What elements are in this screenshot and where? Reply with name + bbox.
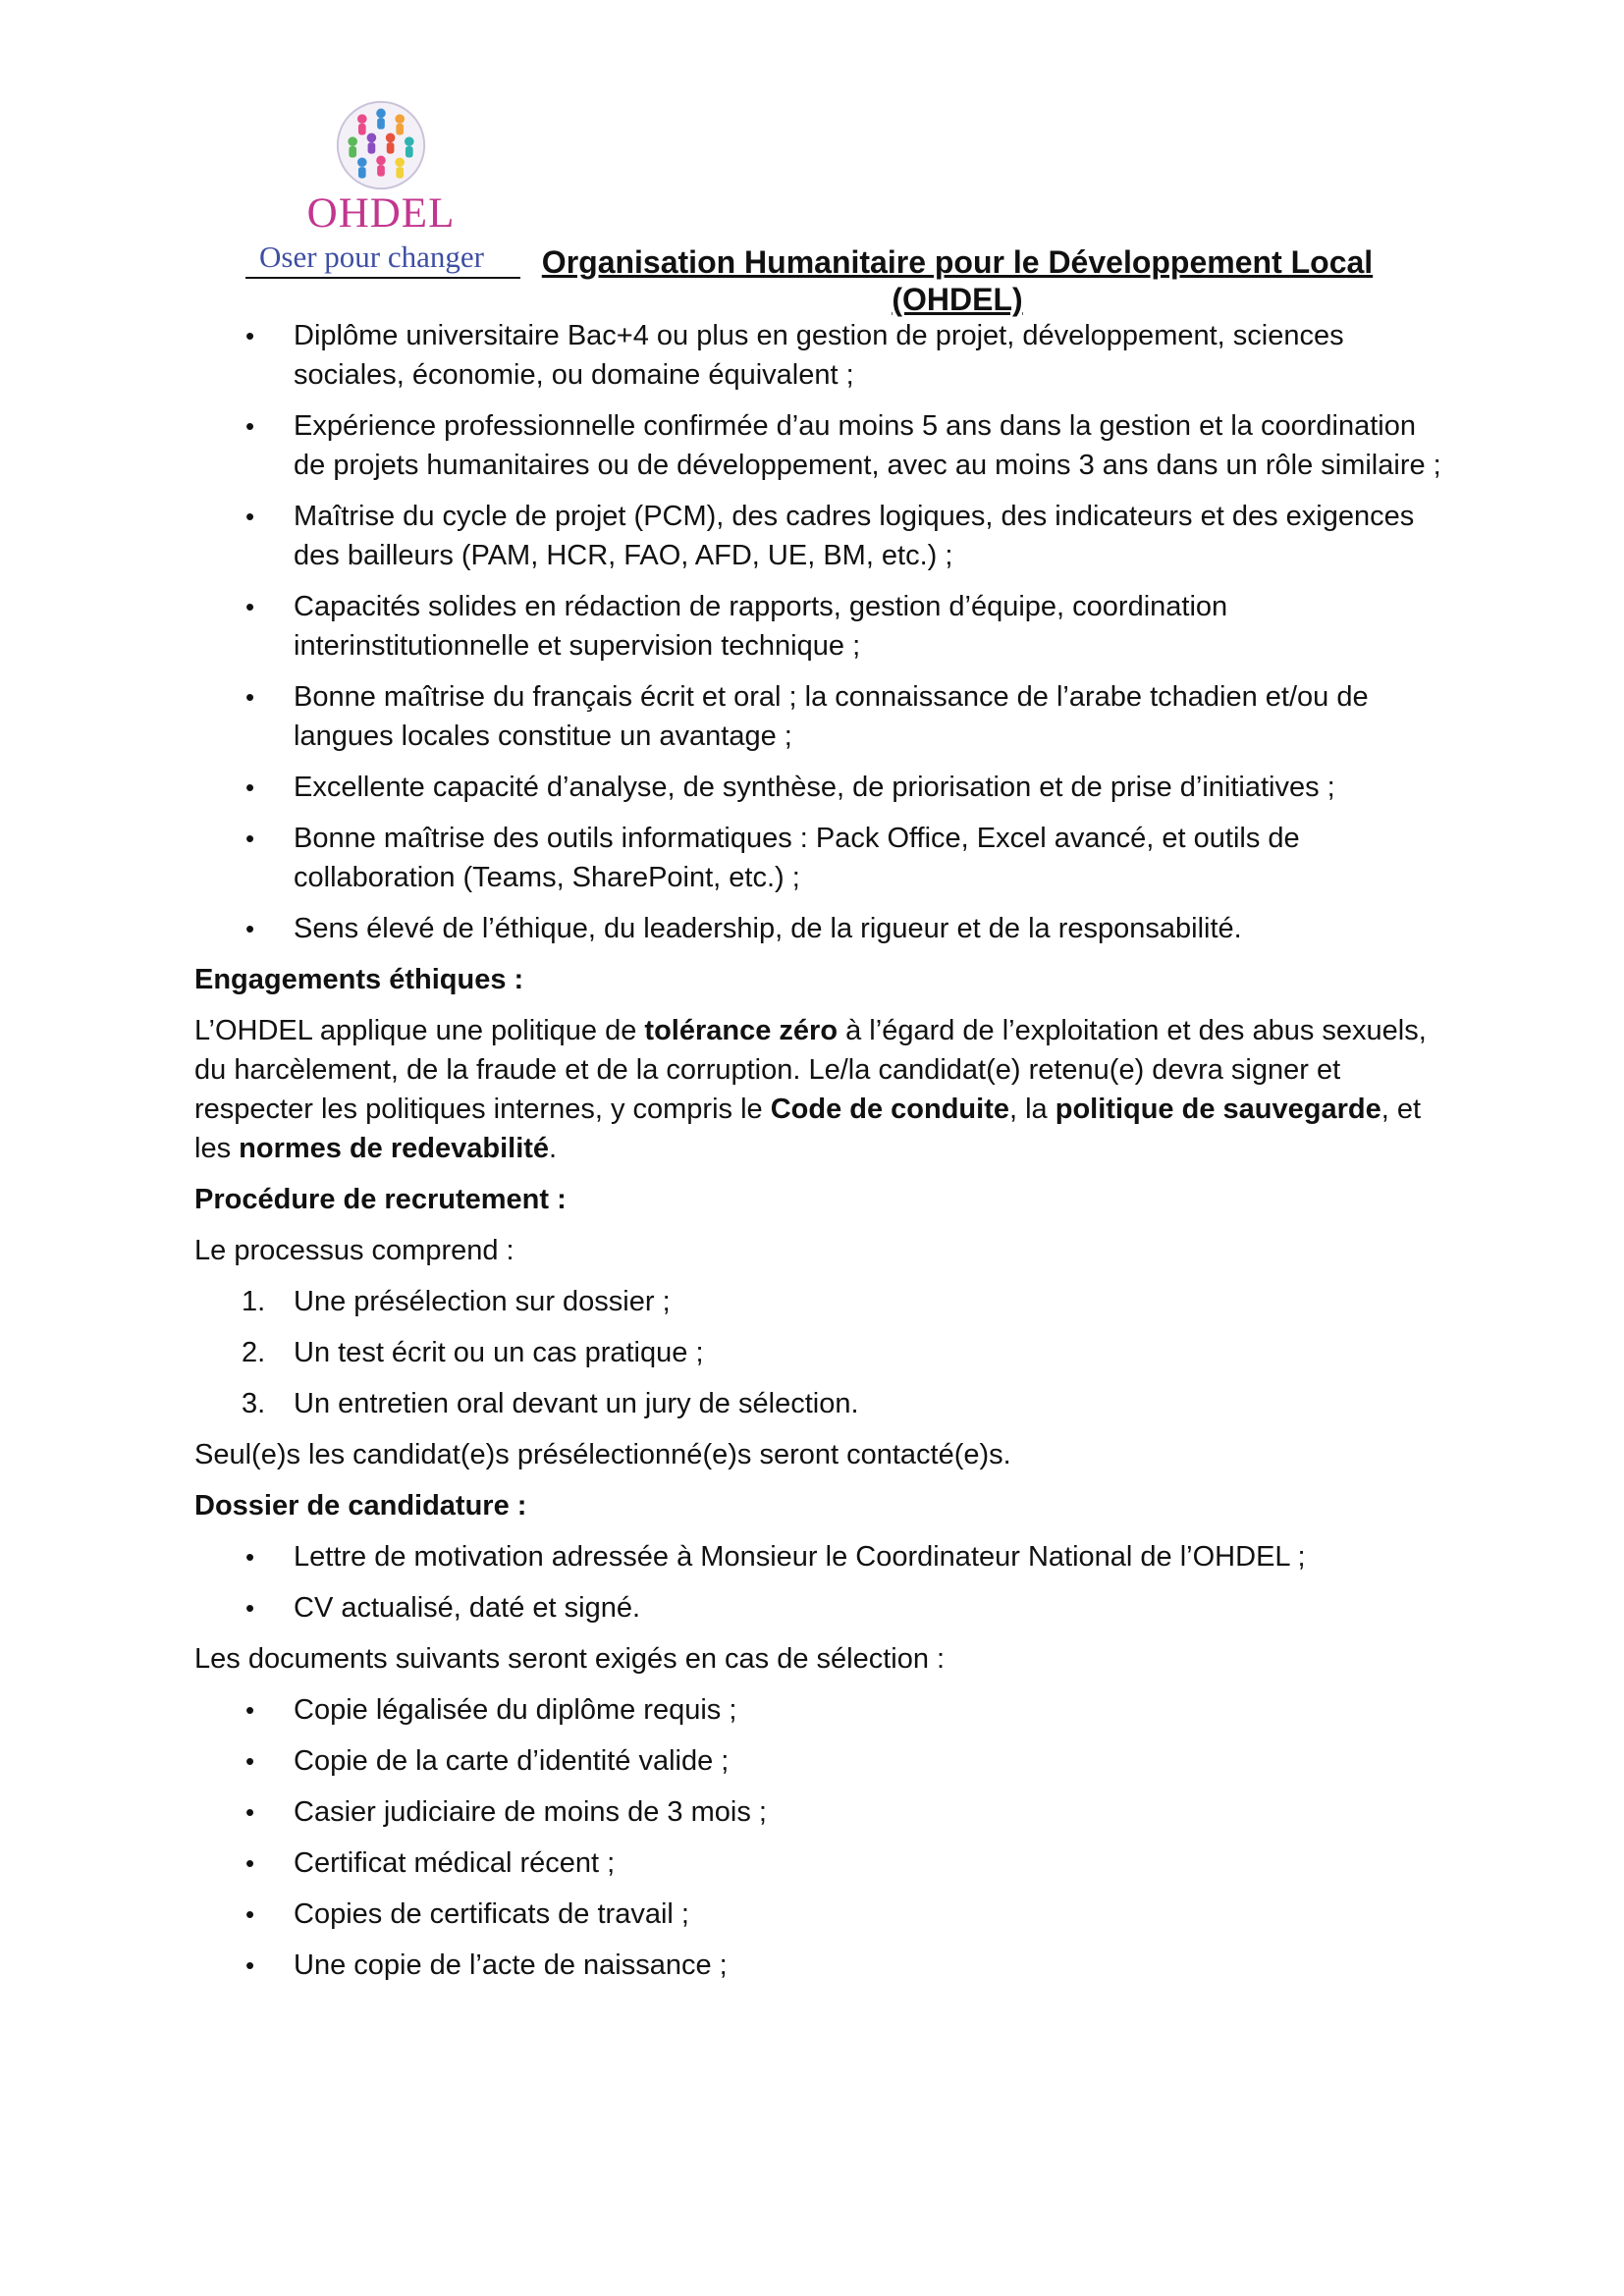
organisation-title-line2: (OHDEL) <box>892 282 1023 317</box>
step-number: 3. <box>242 1388 266 1419</box>
ethics-text: à l’égard de l’exploitation et des abus sexuels, du harcèlement, de la fraude et de la corruption. Le/la candidat(e) retenu(e) devra signer et respecter les politiques internes, y compris le <box>194 1015 1427 1125</box>
list-item-text: Une copie de l’acte de naissance ; <box>294 1949 728 1981</box>
ohdel-logo <box>244 90 518 277</box>
step-text: Une présélection sur dossier ; <box>294 1286 671 1317</box>
list-item <box>194 1333 1441 1372</box>
ethics-heading: Engagements éthiques : <box>194 964 524 995</box>
list-item-text: Copie de la carte d’identité valide ; <box>294 1745 730 1777</box>
list-item-text: Certificat médical récent ; <box>294 1847 616 1879</box>
ethics-bold: politique de sauvegarde <box>1055 1094 1381 1125</box>
bullet-icon: • <box>245 773 255 802</box>
bullet-icon: • <box>245 502 255 531</box>
list-item-text: Copie légalisée du diplôme requis ; <box>294 1694 737 1726</box>
bullet-icon: • <box>245 1695 255 1725</box>
ethics-bold: tolérance zéro <box>644 1015 839 1046</box>
list-item <box>194 909 1441 948</box>
list-item-text: Bonne maîtrise du français écrit et oral ; la connaissance de l’arabe tchadien et/ou de langues locales constitue un avantage ; <box>294 681 1369 752</box>
bullet-icon: • <box>245 592 255 621</box>
list-item-text: Excellente capacité d’analyse, de synthèse, de priorisation et de prise d’initiatives ; <box>294 772 1335 803</box>
bullet-icon: • <box>245 1542 255 1572</box>
list-item <box>194 1843 1441 1883</box>
step-text: Un test écrit ou un cas pratique ; <box>294 1337 704 1368</box>
recruitment-note: Seul(e)s les candidat(e)s présélectionné(e)s seront contacté(e)s. <box>194 1439 1011 1470</box>
bullet-icon: • <box>245 682 255 712</box>
step-text: Un entretien oral devant un jury de sélection. <box>294 1388 859 1419</box>
bullet-icon: • <box>245 1593 255 1623</box>
profile-requirements-list <box>194 316 1441 948</box>
header-rule <box>245 277 520 279</box>
ethics-text: , et les <box>194 1094 1422 1164</box>
list-item-text: Diplôme universitaire Bac+4 ou plus en gestion de projet, développement, sciences sociales, économie, ou domaine équivalent ; <box>294 320 1344 391</box>
bullet-icon: • <box>245 1797 255 1827</box>
application-heading: Dossier de candidature : <box>194 1490 527 1522</box>
list-item <box>194 1384 1441 1423</box>
ethics-bold: Code de conduite <box>770 1094 1009 1125</box>
bullet-icon: • <box>245 1899 255 1929</box>
globe-people-icon <box>334 98 428 192</box>
recruitment-heading: Procédure de recrutement : <box>194 1184 567 1215</box>
recruitment-intro: Le processus comprend : <box>194 1235 514 1266</box>
list-item-text: Bonne maîtrise des outils informatiques : Pack Office, Excel avancé, et outils de collaboration (Teams, SharePoint, etc.) ; <box>294 823 1300 893</box>
list-item-text: Expérience professionnelle confirmée d’au moins 5 ans dans la gestion et la coordination de projets humanitaires ou de développement, avec au moins 3 ans dans un rôle similaire ; <box>294 410 1441 481</box>
list-item <box>194 587 1441 666</box>
list-item <box>194 819 1441 897</box>
list-item <box>194 768 1441 807</box>
list-item-text: Sens élevé de l’éthique, du leadership, de la rigueur et de la responsabilité. <box>294 913 1242 944</box>
list-item <box>194 1895 1441 1934</box>
list-item-text: Lettre de motivation adressée à Monsieur le Coordinateur National de l’OHDEL ; <box>294 1541 1306 1573</box>
logo-slogan: Oser pour changer <box>259 240 484 274</box>
list-item <box>194 1792 1441 1832</box>
bullet-icon: • <box>245 321 255 350</box>
application-items-list <box>194 1537 1441 1628</box>
ethics-paragraph <box>194 1011 1441 1168</box>
documents-intro: Les documents suivants seront exigés en cas de sélection : <box>194 1643 946 1675</box>
document-body <box>194 316 1441 1997</box>
step-number: 1. <box>242 1286 266 1317</box>
list-item <box>194 1741 1441 1781</box>
list-item <box>194 1282 1441 1321</box>
ethics-text: , la <box>1009 1094 1056 1125</box>
ethics-text: . <box>549 1133 558 1164</box>
bullet-icon: • <box>245 1746 255 1776</box>
ethics-text: L’OHDEL applique une politique de <box>194 1015 645 1046</box>
bullet-icon: • <box>245 1950 255 1980</box>
bullet-icon: • <box>245 914 255 943</box>
list-item-text: Maîtrise du cycle de projet (PCM), des cadres logiques, des indicateurs et des exigences des bailleurs (PAM, HCR, FAO, AFD, UE, BM, etc.) ; <box>294 501 1415 571</box>
list-item-text: Copies de certificats de travail ; <box>294 1898 689 1930</box>
bullet-icon: • <box>245 1848 255 1878</box>
list-item <box>194 677 1441 756</box>
list-item-text: CV actualisé, daté et signé. <box>294 1592 641 1624</box>
list-item <box>194 1588 1441 1628</box>
recruitment-steps-list <box>194 1282 1441 1423</box>
logo-name: OHDEL <box>306 190 456 237</box>
list-item-text: Capacités solides en rédaction de rapports, gestion d’équipe, coordination interinstitutionnelle et supervision technique ; <box>294 591 1228 662</box>
list-item <box>194 1690 1441 1730</box>
list-item-text: Casier judiciaire de moins de 3 mois ; <box>294 1796 767 1828</box>
required-documents-list <box>194 1690 1441 1985</box>
step-number: 2. <box>242 1337 266 1368</box>
list-item <box>194 1946 1441 1985</box>
organisation-title-line1: Organisation Humanitaire pour le Développement Local <box>541 244 1374 280</box>
bullet-icon: • <box>245 824 255 853</box>
ethics-bold: normes de redevabilité <box>239 1133 550 1164</box>
organisation-title <box>520 243 1394 318</box>
list-item <box>194 316 1441 395</box>
bullet-icon: • <box>245 411 255 441</box>
list-item <box>194 497 1441 575</box>
list-item <box>194 406 1441 485</box>
list-item <box>194 1537 1441 1576</box>
